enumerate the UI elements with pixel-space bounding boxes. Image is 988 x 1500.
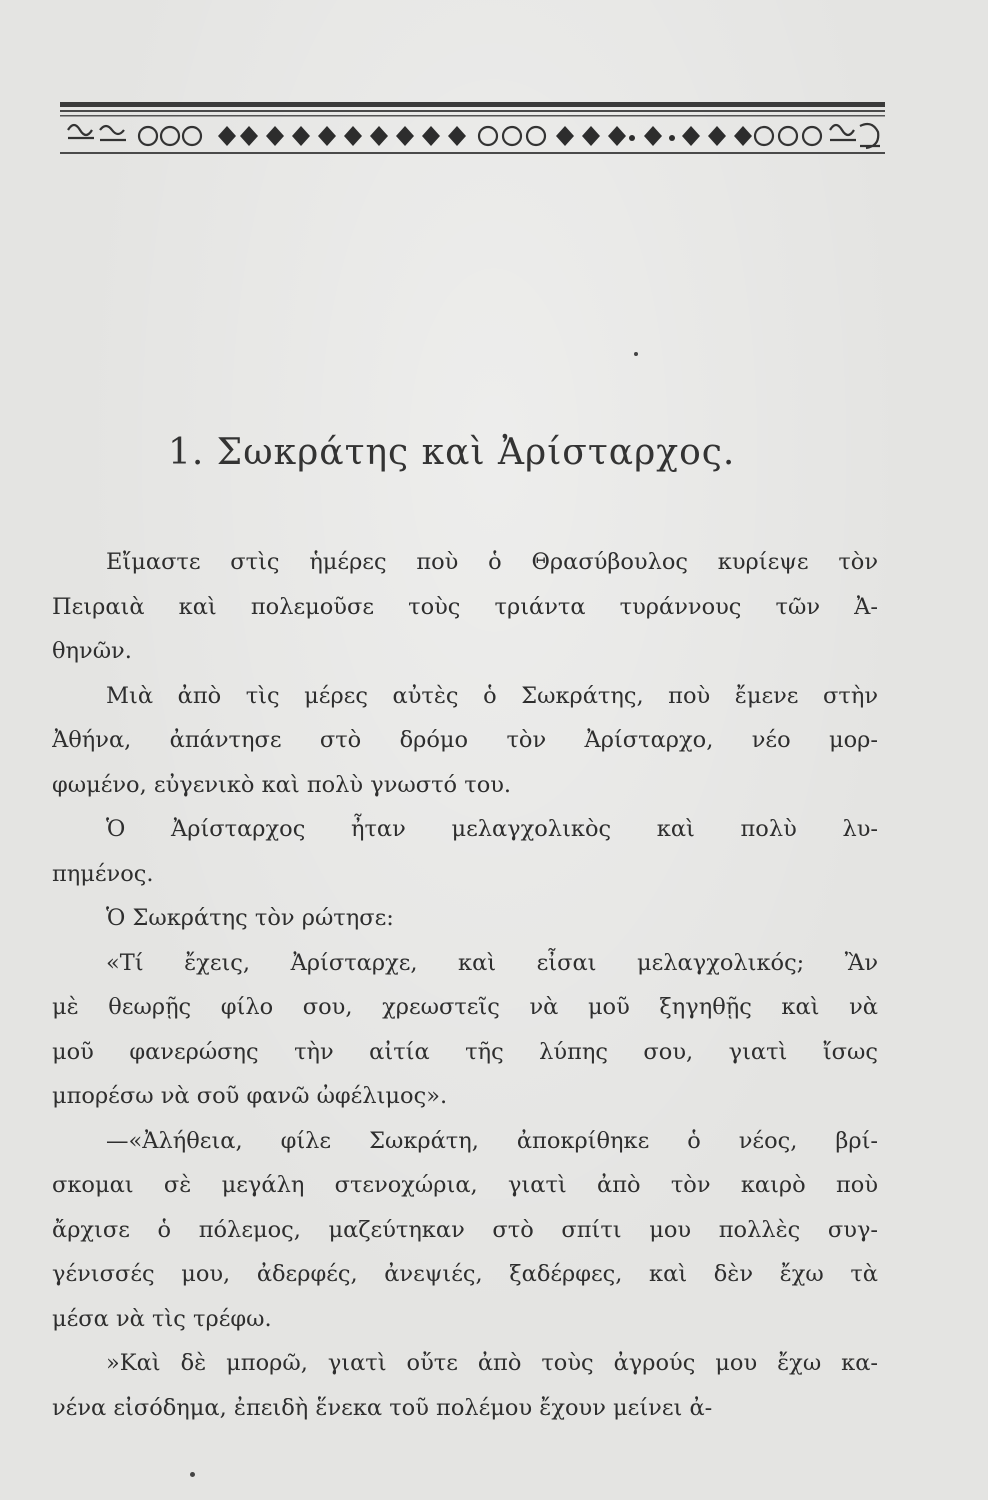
text-line: φωμένο, εὐγενικὸ καὶ πολὺ γνωστό του. — [52, 771, 512, 798]
text-line: νένα εἰσόδημα, ἐπειδὴ ἕνεκα τοῦ πολέμου ἔχουν μείνει ἀ- — [52, 1394, 713, 1421]
paragraph — [52, 1119, 878, 1342]
body-text — [52, 540, 878, 1430]
text-line: »Καὶ δὲ μπορῶ, γιατὶ οὔτε ἀπὸ τοὺς ἀγρούς μου ἔχω κα- — [106, 1350, 878, 1376]
text-line: Ἀθήνα, ἀπάντησε στὸ δρόμο τὸν Ἀρίσταρχο, νέο μορ- — [52, 727, 878, 753]
text-line: Μιὰ ἀπὸ τὶς μέρες αὐτὲς ὁ Σωκράτης, ποὺ ἔμενε στὴν — [106, 682, 878, 709]
text-line: γένισσές μου, ἀδερφές, ἀνεψιές, ξαδέρφες, καὶ δὲν ἔχω τὰ — [52, 1261, 878, 1287]
text-line: μοῦ φανερώσης τὴν αἰτία τῆς λύπης σου, γιατὶ ἴσως — [52, 1038, 878, 1065]
decorative-header-border — [60, 100, 885, 170]
text-line: —«Ἀλήθεια, φίλε Σωκράτη, ἀποκρίθηκε ὁ νέος, βρί- — [106, 1127, 878, 1154]
paragraph — [52, 1341, 878, 1430]
text-line: μπορέσω νὰ σοῦ φανῶ ὠφέλιμος». — [52, 1083, 448, 1109]
text-line: πημένος. — [52, 860, 154, 887]
text-line: Πειραιὰ καὶ πολεμοῦσε τοὺς τριάντα τυράννους τῶν Ἀ- — [52, 593, 878, 620]
text-line: σκομαι σὲ μεγάλη στενοχώρια, γιατὶ ἀπὸ τὸν καιρὸ ποὺ — [52, 1172, 878, 1198]
text-line: «Τί ἔχεις, Ἀρίσταρχε, καὶ εἶσαι μελαγχολικός; Ἂν — [106, 949, 878, 976]
paragraph — [52, 674, 878, 808]
text-line: μέσα νὰ τὶς τρέφω. — [52, 1305, 272, 1332]
ink-speck — [634, 352, 638, 356]
paragraph — [52, 540, 878, 674]
text-line: Εἴμαστε στὶς ἡμέρες ποὺ ὁ Θρασύβουλος κυρίεψε τὸν — [106, 549, 878, 575]
text-line: Ὁ Σωκράτης τὸν ρώτησε: — [106, 905, 394, 931]
paragraph — [52, 941, 878, 1119]
text-line: ἄρχισε ὁ πόλεμος, μαζεύτηκαν στὸ σπίτι μου πολλὲς συγ- — [52, 1216, 878, 1243]
text-line: Ὁ Ἀρίσταρχος ἦταν μελαγχολικὸς καὶ πολὺ λυ- — [106, 816, 878, 842]
paragraph — [52, 896, 878, 941]
text-line: θηνῶν. — [52, 638, 132, 664]
ink-speck — [190, 1472, 195, 1477]
chapter-title: 1. Σωκράτης καὶ Ἀρίσταρχος. — [168, 432, 736, 473]
text-line: μὲ θεωρῇς φίλο σου, χρεωστεῖς νὰ μοῦ ξηγηθῇς καὶ νὰ — [52, 994, 878, 1020]
paragraph — [52, 807, 878, 896]
